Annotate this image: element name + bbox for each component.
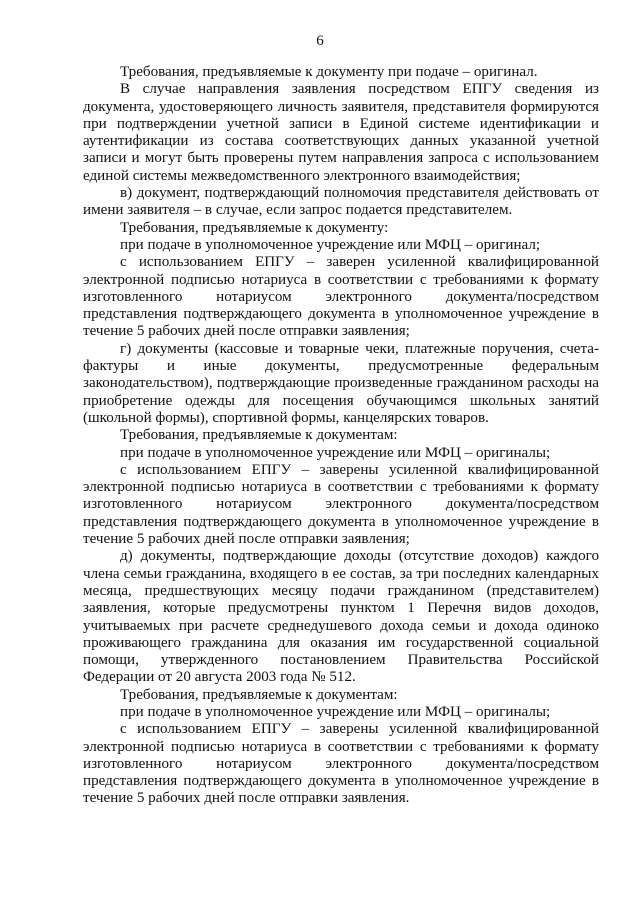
page-number: 6 [316,33,324,49]
paragraph-mfc-originals: при подаче в уполномоченное учреждение или МФЦ – оригиналы; [120,703,551,720]
paragraph-requirements-heading: Требования, предъявляемые к документам: [120,427,398,444]
paragraph-item-g: г) документы (кассовые и товарные чеки, платежные поручения, счета-фактуры и иные документы, предусмотренные федеральным законодательством), подтверждающие произведенные гражданином расходы на приобретение одежды для посещения обучающимся школьных занятий (школьной формы), спортивной формы, канцелярских товаров. [83,340,599,426]
paragraph-mfc-original: при подаче в уполномоченное учреждение или МФЦ – оригинал; [120,236,541,253]
paragraph-epgu-notary: с использованием ЕПГУ – заверены усиленной квалифицированной электронной подписью нотариуса в соответствии с требованиями к формату изготовленного нотариусом электронного документа/посредством представления подтверждающего документа в уполномоченное учреждение в течение 5 рабочих дней после отправки заявления. [83,721,599,807]
paragraph-requirements-heading: Требования, предъявляемые к документам: [120,686,398,703]
document-body [83,64,599,808]
paragraph-item-d: д) документы, подтверждающие доходы (отсутствие доходов) каждого члена семьи гражданина, входящего в ее состав, за три последних календарных месяца, предшествующих месяцу подачи гражданином (представителем) заявления, которые предусмотрены пунктом 1 Перечня видов доходов, учитываемых при расчете среднедушевого дохода семьи и дохода одиноко проживающего гражданина для оказания им государственной социальной помощи, утвержденного постановлением Правительства Российской Федерации от 20 августа 2003 года № 512. [83,548,599,686]
paragraph-mfc-originals: при подаче в уполномоченное учреждение или МФЦ – оригиналы; [120,444,551,461]
paragraph-requirements-original: Требования, предъявляемые к документу при подаче – оригинал. [120,64,538,80]
paragraph-epgu-identity: В случае направления заявления посредством ЕПГУ сведения из документа, удостоверяющего личность заявителя, представителя формируются при подтверждении учетной записи в Единой системе идентификации и аутентификации из состава соответствующих данных указанной учетной записи и могут быть проверены путем направления запроса с использованием единой системы межведомственного электронного взаимодействия; [83,81,599,184]
paragraph-epgu-notary: с использованием ЕПГУ – заверен усиленной квалифицированной электронной подписью нотариуса в соответствии с требованиями к формату изготовленного нотариусом электронного документа/посредством представления подтверждающего документа в уполномоченное учреждение в течение 5 рабочих дней после отправки заявления; [83,254,599,340]
paragraph-item-v: в) документ, подтверждающий полномочия представителя действовать от имени заявителя – в случае, если запрос подается представителем. [83,185,599,219]
paragraph-epgu-notary: с использованием ЕПГУ – заверены усиленной квалифицированной электронной подписью нотариуса в соответствии с требованиями к формату изготовленного нотариусом электронного документа/посредством представления подтверждающего документа в уполномоченное учреждение в течение 5 рабочих дней после отправки заявления; [83,461,599,548]
paragraph-requirements-heading: Требования, предъявляемые к документу: [120,219,389,236]
